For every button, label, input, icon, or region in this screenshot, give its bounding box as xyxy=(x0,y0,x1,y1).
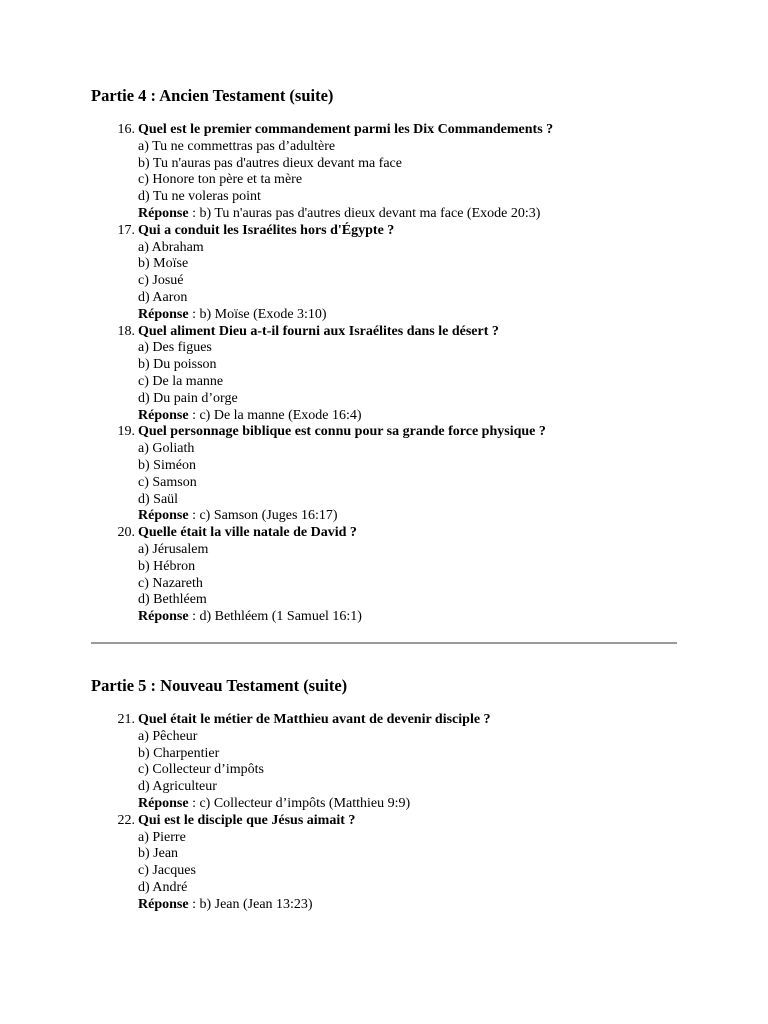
answer-value: : d) Bethléem (1 Samuel 16:1) xyxy=(188,609,362,625)
answer-label: Réponse xyxy=(138,407,189,423)
answer-text xyxy=(138,206,540,223)
answer-text xyxy=(138,508,338,525)
answer-option xyxy=(0,746,700,763)
answer-label: Réponse xyxy=(138,508,189,524)
answer-option xyxy=(0,391,700,408)
option-text: c) Nazareth xyxy=(138,575,203,591)
section-title-part5: Partie 5 : Nouveau Testament (suite) xyxy=(91,676,348,695)
answer-option xyxy=(0,863,700,880)
question-number: 16. xyxy=(117,122,135,137)
question-number: 17. xyxy=(117,222,135,238)
question-number: 21. xyxy=(117,712,135,727)
answer-label: Réponse xyxy=(138,609,189,625)
answer-option xyxy=(0,846,700,863)
answer-option xyxy=(0,189,700,206)
answer-line xyxy=(0,897,700,914)
option-text: d) Du pain d’orge xyxy=(138,390,238,406)
option-text: b) Siméon xyxy=(138,457,196,473)
option-text: d) Agriculteur xyxy=(138,779,217,795)
question-item xyxy=(0,324,700,341)
question-list-part5 xyxy=(0,712,700,914)
answer-text xyxy=(138,609,362,626)
answer-option xyxy=(0,441,700,458)
answer-option xyxy=(0,559,700,576)
question-number: 19. xyxy=(117,424,135,440)
option-text: b) Tu n'auras pas d'autres dieux devant ma face xyxy=(138,155,402,171)
answer-value: : c) De la manne (Exode 16:4) xyxy=(188,407,362,423)
answer-option xyxy=(0,779,700,796)
answer-label: Réponse xyxy=(138,795,189,811)
option-text: a) Pêcheur xyxy=(138,728,198,744)
answer-label: Réponse xyxy=(138,896,189,912)
answer-option xyxy=(0,290,700,307)
answer-option xyxy=(0,139,700,156)
option-text: d) Saül xyxy=(138,491,179,507)
question-number: 20. xyxy=(117,525,135,541)
option-text: a) Jérusalem xyxy=(138,541,209,557)
question-number: 18. xyxy=(117,323,135,339)
answer-option xyxy=(0,576,700,593)
question-item xyxy=(0,122,700,139)
option-text: b) Hébron xyxy=(138,558,196,574)
answer-value: : c) Collecteur d’impôts (Matthieu 9:9) xyxy=(188,795,411,811)
answer-line xyxy=(0,206,700,223)
answer-option xyxy=(0,729,700,746)
answer-option xyxy=(0,156,700,173)
option-text: c) Jacques xyxy=(138,863,196,879)
answer-option xyxy=(0,374,700,391)
question-text: Quel est le premier commandement parmi les Dix Commandements ? xyxy=(138,122,554,137)
answer-option xyxy=(0,830,700,847)
section-title-part4: Partie 4 : Ancien Testament (suite) xyxy=(91,86,334,105)
question-item xyxy=(0,525,700,542)
answer-option xyxy=(0,592,700,609)
question-item xyxy=(0,813,700,830)
option-text: a) Abraham xyxy=(138,239,204,255)
question-text: Quel personnage biblique est connu pour sa grande force physique ? xyxy=(138,424,546,440)
answer-line xyxy=(0,307,700,324)
option-text: d) Tu ne voleras point xyxy=(138,189,261,205)
question-text: Qui est le disciple que Jésus aimait ? xyxy=(138,812,356,828)
answer-line xyxy=(0,408,700,425)
option-text: c) Collecteur d’impôts xyxy=(138,762,264,778)
answer-option xyxy=(0,492,700,509)
answer-line xyxy=(0,609,700,626)
question-text: Qui a conduit les Israélites hors d'Égypte ? xyxy=(138,222,395,238)
option-text: d) André xyxy=(138,879,188,895)
option-text: c) Honore ton père et ta mère xyxy=(138,172,303,188)
answer-text xyxy=(138,897,313,914)
answer-option xyxy=(0,256,700,273)
answer-option xyxy=(0,542,700,559)
answer-option xyxy=(0,475,700,492)
answer-option xyxy=(0,357,700,374)
answer-label: Réponse xyxy=(138,306,189,322)
answer-value: : b) Tu n'auras pas d'autres dieux devant ma face (Exode 20:3) xyxy=(188,205,541,221)
answer-option xyxy=(0,880,700,897)
answer-line xyxy=(0,796,700,813)
option-text: d) Bethléem xyxy=(138,592,207,608)
answer-option xyxy=(0,172,700,189)
answer-text xyxy=(138,307,327,324)
answer-text xyxy=(138,796,410,813)
question-item xyxy=(0,712,700,729)
question-item xyxy=(0,223,700,240)
option-text: c) Samson xyxy=(138,474,197,490)
answer-option xyxy=(0,273,700,290)
answer-value: : b) Jean (Jean 13:23) xyxy=(188,896,313,912)
question-text: Quel aliment Dieu a-t-il fourni aux Israélites dans le désert ? xyxy=(138,323,499,339)
answer-text xyxy=(138,408,362,425)
answer-option xyxy=(0,340,700,357)
question-text: Quelle était la ville natale de David ? xyxy=(138,525,357,541)
question-number: 22. xyxy=(117,812,135,828)
answer-label: Réponse xyxy=(138,205,189,221)
option-text: b) Charpentier xyxy=(138,745,220,761)
option-text: a) Des figues xyxy=(138,340,212,356)
option-text: c) De la manne xyxy=(138,373,224,389)
option-text: a) Tu ne commettras pas d’adultère xyxy=(138,138,336,154)
answer-line xyxy=(0,508,700,525)
option-text: c) Josué xyxy=(138,273,184,289)
option-text: a) Goliath xyxy=(138,441,195,457)
option-text: b) Moïse xyxy=(138,256,189,272)
section-divider xyxy=(91,642,677,644)
answer-option xyxy=(0,762,700,779)
answer-value: : b) Moïse (Exode 3:10) xyxy=(188,306,327,322)
option-text: d) Aaron xyxy=(138,289,188,305)
question-list-part4 xyxy=(0,122,700,626)
option-text: b) Du poisson xyxy=(138,357,217,373)
question-text: Quel était le métier de Matthieu avant de devenir disciple ? xyxy=(138,712,491,727)
answer-option xyxy=(0,240,700,257)
answer-value: : c) Samson (Juges 16:17) xyxy=(188,508,338,524)
option-text: a) Pierre xyxy=(138,829,186,845)
option-text: b) Jean xyxy=(138,846,179,862)
question-item xyxy=(0,424,700,441)
answer-option xyxy=(0,458,700,475)
